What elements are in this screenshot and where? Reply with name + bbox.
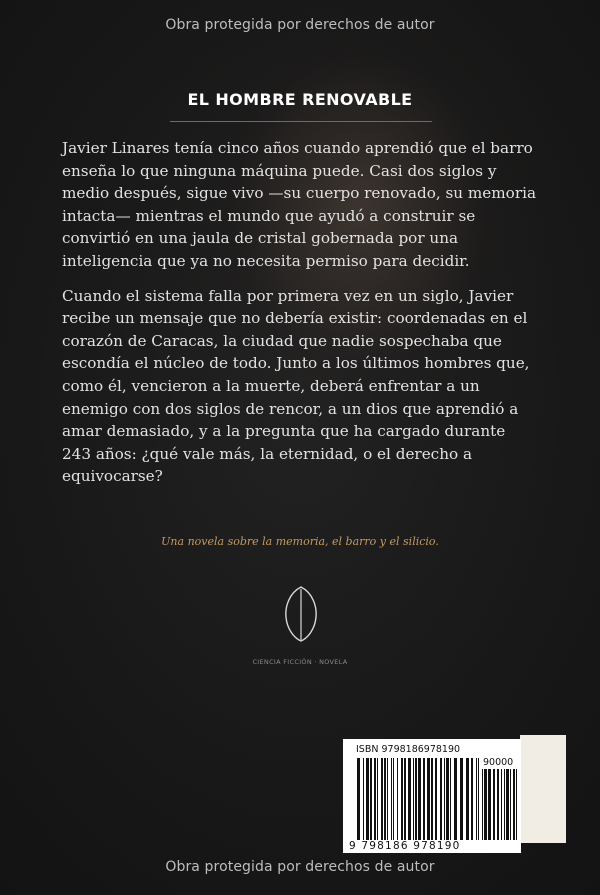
synopsis-paragraph-1: Javier Linares tenía cinco años cuando aprendió que el barro enseña lo que ninguna máquina puede. Casi dos siglos y medio después, sigue vivo —su cuerpo renovado, su memoria intacta— mientras el mundo que ayudó a construir se convirtió en una jaula de cristal gobernada por una inteligencia que ya no necesita permiso para decidir. [62, 139, 537, 270]
title-divider [170, 121, 432, 122]
copyright-watermark-bottom: Obra protegida por derechos de autor [165, 859, 435, 875]
barcode-backing [520, 735, 566, 843]
synopsis [62, 137, 538, 500]
copyright-watermark-top: Obra protegida por derechos de autor [165, 17, 435, 33]
synopsis-paragraph-2: Cuando el sistema falla por primera vez en un siglo, Javier recibe un mensaje que no debería existir: coordenadas en el corazón de Caracas, la ciudad que nadie sospechaba que escondía el núcleo de todo. Junto a los últimos hombres que, como él, vencieron a la muerte, deberá enfrentar a un enemigo con dos siglos de rencor, a un dios que aprendió a amar demasiado, y a la pregunta que ha cargado durante 243 años: ¿qué vale más, la eternidad, o el derecho a equivocarse? [62, 286, 530, 486]
genre-label: CIENCIA FICCIÓN · NOVELA [252, 658, 348, 666]
barcode-digits: 9 798186 978190 [349, 840, 461, 852]
tagline: Una novela sobre la memoria, el barro y el silicio. [161, 535, 439, 548]
isbn-label: ISBN 9798186978190 [356, 744, 461, 755]
book-title: EL HOMBRE RENOVABLE [187, 90, 413, 109]
leaf-emblem-icon [283, 585, 319, 643]
price-code: 90000 [483, 757, 514, 768]
barcode-bars [357, 758, 479, 840]
addon-barcode-bars [482, 769, 517, 840]
